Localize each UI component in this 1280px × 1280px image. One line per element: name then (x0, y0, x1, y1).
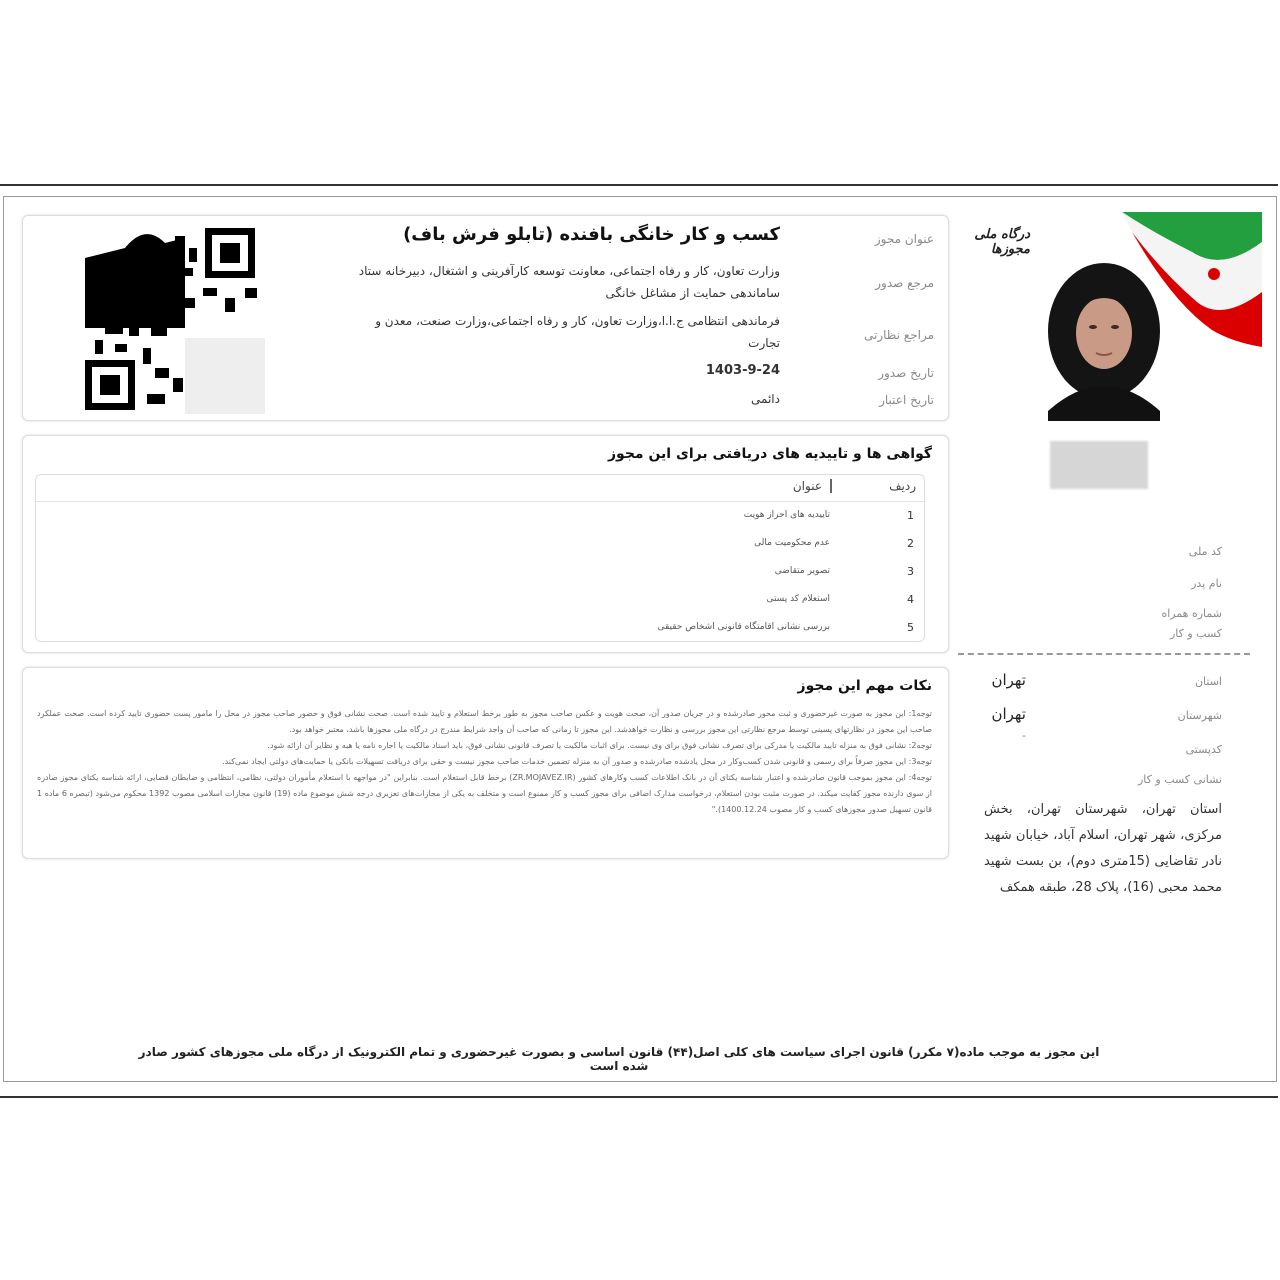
row-title: تاییدیه های احراز هویت (743, 510, 830, 520)
province-label: استان (1194, 675, 1222, 688)
supervision-label: مراجع نظارتی (864, 328, 934, 342)
row-number: 3 (907, 565, 914, 578)
row-number: 4 (907, 593, 914, 606)
column-header-row: ردیف (889, 479, 916, 493)
brand-logo: درگاه ملی مجوزها (974, 227, 1030, 257)
notes-body (37, 706, 932, 818)
validity-value: دائمی (751, 392, 780, 406)
county-label: شهرستان (1177, 709, 1222, 722)
county-value: تهران (991, 705, 1026, 723)
row-title: استعلام کد پستی (766, 594, 830, 604)
note-4: توجه4: این مجوز بموجب قانون صادرشده و اعتبار شناسه یکتای آن در بانک اطلاعات کسب وکارهای کشور (ZR.MOJAVEZ.IR) برخط قابل استعلام است. بنابراین "در مواجهه با استعلام مأموران دولتی، نظامی، انتظامی و ضابطان قضایی، ارائه شناسه یکتای مجوز صادره از سوی دارنده مجوز کفایت میکند. در صورت مثبت بودن استعلام، درخواست مدارک اضافی برای مجوز کسب و کار ممنوع است و متخلف به یکی از مجازات‌های تعزیری درجه شش موضوع ماده (19) قانون مجازات اسلامی مصوب 1392 محکوم می‌شود (تبصره 6 ماده 1 قانون تسهیل صدور مجوزهای کسب و کار مصوب 1400.12.24)." (37, 773, 933, 814)
province-value: تهران (991, 671, 1026, 689)
business-address: استان تهران، شهرستان تهران، بخش مرکزی، شهر تهران، اسلام آباد، خیابان شهید نادر تقاضایی (15متری دوم)، بن بست شهید محمد محبی (16)، پلاک 28، طبقه همکف (984, 802, 1222, 895)
issuer-value: وزارت تعاون، کار و رفاه اجتماعی، معاونت توسعه کارآفرینی و اشتغال، دبیرخانه ستاد ساماندهی حمایت از مشاغل خانگی (358, 264, 780, 300)
row-title: تصویر متقاضی (774, 566, 830, 576)
important-notes-panel (22, 667, 949, 859)
redacted-name (1050, 441, 1148, 489)
father-name-label: نام پدر (1191, 577, 1222, 590)
row-number: 1 (907, 509, 914, 522)
note-1: توجه1: این مجوز به صورت غیرحضوری و ثبت محور صادرشده و در جریان صدور آن، صحت هویت و عکس صاحب مجوز به طور برخط استعلام و تایید شده است. صحت نشانی فوق و حضور صاحب مجوز در محل را مامور پست حضوری تایید کرده است. صحت عملکرد صاحب این مجوز در نظارتهای پسینی توسط مرجع نظارتی این مجوز بررسی و نظارت خواهدشد. این مجوز تا زمانی که صاحب آن واجد شرایط مندرج در درگاه ملی مجوزها باشد، معتبر خواهد بود. (37, 709, 932, 734)
postal-code-value: - (1022, 729, 1026, 742)
license-card (3, 196, 1277, 1082)
certificates-table (35, 474, 925, 642)
license-title-label: عنوان مجوز (874, 232, 934, 246)
issue-date-value: 1403-9-24 (705, 363, 780, 378)
issuer-label: مرجع صدور (875, 276, 934, 290)
business-address-label: نشانی کسب و کار (1137, 773, 1222, 786)
national-code-label: کد ملی (1188, 545, 1222, 558)
document-frame (0, 184, 1278, 1098)
supervision-value: فرماندهی انتظامی ج.ا.ا،وزارت تعاون، کار و رفاه اجتماعی،وزارت صنعت، معدن و تجارت (375, 314, 780, 350)
row-title: عدم محکومیت مالی (754, 538, 830, 548)
table-row (36, 615, 924, 643)
holder-photo (1044, 261, 1164, 421)
mobile-label: شماره همراه (1161, 607, 1222, 620)
issue-date-label: تاریخ صدور (878, 366, 934, 380)
license-info-panel (22, 215, 949, 421)
note-3: توجه3: این مجوز صرفاً برای رسمی و قانونی شدن کسب‌وکار در محل یادشده صادرشده و صدور آن به منزله تضمین خدمات صاحب مجوز نیست و حقی برای دریافت تسهیلات بانکی یا حمایت‌های دولتی ایجاد نمی‌کند. (222, 757, 932, 766)
notes-title: نکات مهم این مجوز (797, 678, 932, 694)
table-row (36, 587, 924, 615)
row-title: بررسی نشانی اقامتگاه قانونی اشخاص حقیقی (657, 622, 830, 632)
header-divider (36, 501, 924, 502)
postal-code-label: کدپستی (1185, 743, 1222, 756)
note-2: توجه2: نشانی فوق به منزله تایید مالکیت یا مدرکی برای تصرف نشانی فوق برای وی نیست. برای اثبات مالکیت یا تصرف قانونی نشانی فوق، باید اسناد مالکیت یا اجاره نامه یا هبه و نظایر آن ارائه شود. (267, 741, 932, 750)
validity-label: تاریخ اعتبار (879, 393, 934, 407)
row-number: 5 (907, 621, 914, 634)
table-row (36, 503, 924, 531)
table-row (36, 559, 924, 587)
certificates-title: گواهی ها و تاییدیه های دریافتی برای این مجوز (607, 446, 932, 462)
license-title: کسب و کار خانگی بافنده (تابلو فرش باف) (403, 224, 780, 245)
certificates-panel (22, 435, 949, 653)
row-number: 2 (907, 537, 914, 550)
table-row (36, 531, 924, 559)
divider (958, 653, 1250, 655)
business-sub-label: کسب و کار (1169, 627, 1222, 640)
qr-code (85, 228, 265, 414)
legal-footer: این مجوز به موجب ماده(۷ مکرر) قانون اجرای سیاست های کلی اصل(۴۴) قانون اساسی و بصورت غیرحضوری و تمام الکترونیک از درگاه ملی مجوزهای کشور صادر شده است (138, 1045, 1100, 1073)
holder-sidebar (956, 197, 1276, 1081)
column-header-title: عنوان (793, 479, 832, 493)
